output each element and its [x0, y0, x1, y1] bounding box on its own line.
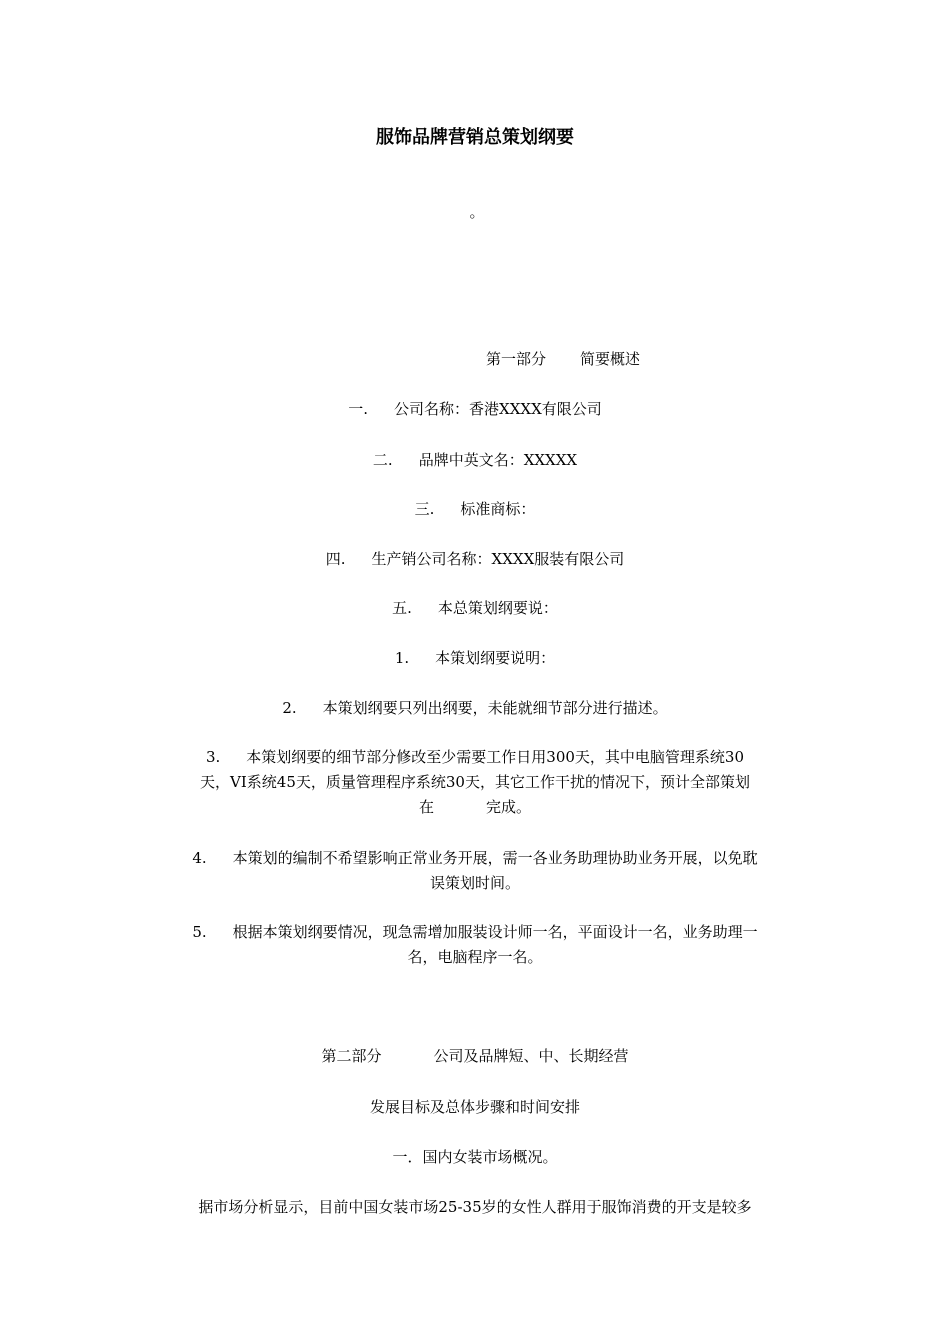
item-text: 公司名称：香港XXXX有限公司: [394, 400, 602, 418]
subitem-text: 本策划纲要说明：: [435, 649, 556, 667]
part1-name: 简要概述: [580, 350, 641, 368]
subitem-number: 1.: [394, 649, 410, 667]
item-number: 一.: [348, 400, 369, 418]
title-dot: 。: [469, 203, 485, 221]
subitem-number: 3.: [205, 748, 221, 766]
subitem-text: 在: [418, 798, 434, 816]
part1-item-1: [0, 397, 950, 421]
part2-heading: [0, 1044, 950, 1068]
subitem-number: 4.: [192, 849, 207, 867]
item-number: 三.: [414, 500, 435, 518]
subitem-5-line-2: 名，电脑程序一名。: [407, 948, 543, 966]
part2-label: 第二部分: [321, 1047, 382, 1065]
item-text: 品牌中英文名：XXXXX: [418, 451, 578, 469]
item-number: 五.: [392, 599, 412, 617]
item-text: 生产销公司名称：XXXX服装有限公司: [371, 550, 625, 568]
subitem-1: [0, 646, 950, 670]
subitem-text: 本策划纲要只列出纲要，未能就细节部分进行描述。: [322, 699, 668, 717]
part2-subtitle: 发展目标及总体步骤和时间安排: [369, 1098, 580, 1116]
subitem-text: 本策划纲要的细节部分修改至少需要工作日用300天，其中电脑管理系统30: [246, 748, 745, 766]
body-paragraph: 据市场分析显示，目前中国女装市场25-35岁的女性人群用于服饰消费的开支是较多: [198, 1198, 752, 1216]
document-title: 服饰品牌营销总策划纲要: [376, 127, 574, 148]
part1-item-5: [0, 596, 950, 620]
part1-heading: [88, 347, 950, 371]
item-number: 四.: [325, 550, 346, 568]
subitem-4-line-1: [0, 846, 950, 870]
subitem-4-line-2: 误策划时间。: [429, 874, 520, 892]
item-number: 二.: [372, 451, 393, 469]
subitem-5-line-1: [0, 920, 950, 944]
subitem-text: 完成。: [486, 798, 532, 816]
subitem-2: [0, 696, 950, 720]
part1-item-2: [0, 448, 950, 472]
item-text: 本总策划纲要说：: [437, 599, 558, 617]
part1-item-3: [0, 497, 950, 521]
subitem-number: 5.: [192, 923, 207, 941]
subitem-3-line-1: [0, 745, 950, 769]
subitem-text: 本策划的编制不希望影响正常业务开展，需一各业务助理协助业务开展，以免耽: [232, 849, 758, 867]
subitem-3-line-2: 天，VI系统45天，质量管理程序系统30天，其它工作干扰的情况下，预计全部策划: [200, 773, 750, 791]
item-text: 标准商标：: [460, 500, 536, 518]
section-heading: 一．国内女装市场概况。: [392, 1148, 558, 1166]
part1-item-4: [0, 547, 950, 571]
subitem-number: 2.: [282, 699, 297, 717]
subitem-text: 根据本策划纲要情况，现急需增加服装设计师一名，平面设计一名，业务助理一: [232, 923, 758, 941]
subitem-3-line-3: [0, 795, 950, 819]
part1-label: 第一部分: [485, 350, 546, 368]
part2-name: 公司及品牌短、中、长期经营: [433, 1047, 629, 1065]
